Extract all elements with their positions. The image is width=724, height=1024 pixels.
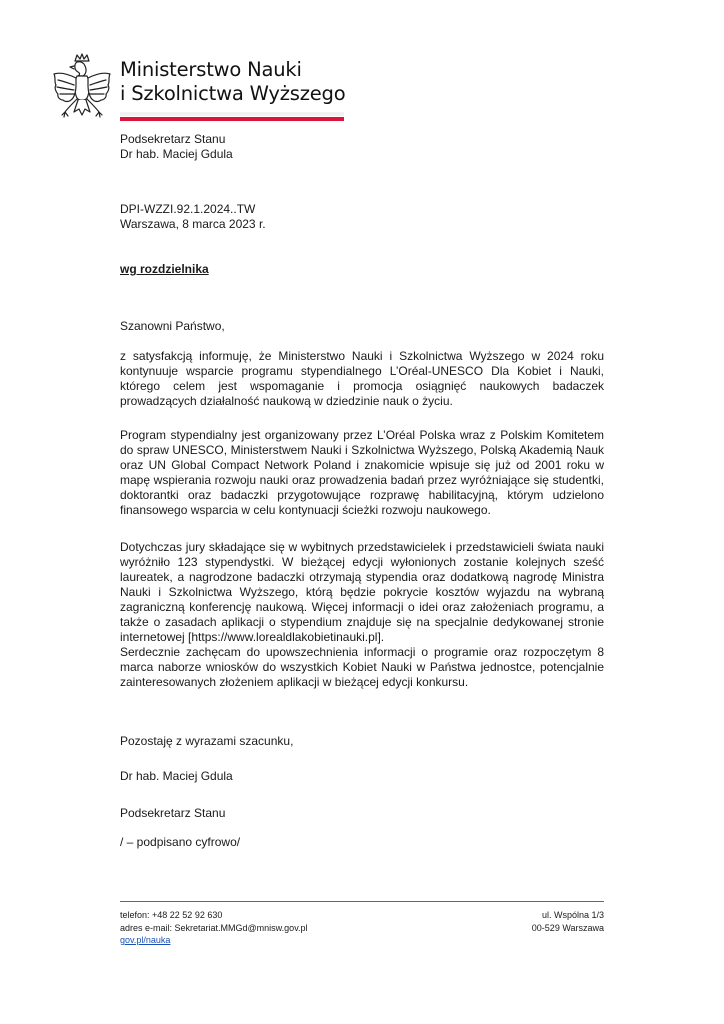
flag-white-stripe [120,112,344,116]
salutation: Szanowni Państwo, [120,319,225,333]
paragraph: Serdecznie zachęcam do upowszechnienia informacji o programie oraz rozpoczętym 8 marca naborze wniosków do wszystkich Kobiet Nauki w Państwa jednostce, potencjalnie zainteresowanych złożeniem aplikacji w bieżącej edycji konkursu. [120,645,604,689]
reference-block [120,202,266,232]
distribution-label: wg rozdzielnika [120,262,209,276]
signature-name: Dr hab. Maciej Gdula [120,769,233,783]
signature-title: Podsekretarz Stanu [120,806,226,820]
ministry-name-line1: Ministerstwo Nauki [120,58,302,81]
footer-phone: telefon: +48 22 52 92 630 [120,910,223,920]
ministry-name [120,58,345,106]
place-date: Warszawa, 8 marca 2023 r. [120,217,266,231]
sender-name: Dr hab. Maciej Gdula [120,147,233,161]
footer-street: ul. Wspólna 1/3 [541,910,604,920]
reference-number: DPI-WZZI.92.1.2024..TW [120,202,256,216]
closing-phrase: Pozostaję z wyrazami szacunku, [120,734,294,748]
footer-email: adres e-mail: Sekretariat.MMGd@mnisw.gov.pl [120,922,308,933]
sender-title: Podsekretarz Stanu [120,132,226,146]
footer-address [532,909,604,934]
flag-red-stripe [120,117,344,121]
sender-block [120,132,233,162]
footer-contact [120,909,308,947]
footer-divider [120,901,604,902]
footer-city: 00-529 Warszawa [531,922,604,933]
polish-eagle-emblem-icon [50,52,114,130]
footer-website-link[interactable]: gov.pl/nauka [120,935,171,945]
paragraph: z satysfakcją informuję, że Ministerstwo Nauki i Szkolnictwa Wyższego w 2024 roku kontynuuje wsparcie programu stypendialnego L’Oréal-UNESCO Dla Kobiet i Nauki, którego celem jest wspomaganie i promocja osiągnięć naukowych badaczek prowadzących działalność naukową w dziedzinie nauk o życiu. [120,349,604,408]
ministry-name-line2: i Szkolnictwa Wyższego [120,82,346,105]
paragraph: Dotychczas jury składające się w wybitnych przedstawicielek i przedstawicieli świata nauki wyróżniło 123 stypendystki. W bieżącej edycji wyłonionych zostanie kolejnych sześć laureatek, a nagrodzone badaczki otrzymają stypendia oraz dodatkową nagrodę Ministra Nauki i Szkolnictwa Wyższego, którą będzie pokrycie kosztów wyjazdu na wybraną zagraniczną konferencję naukową. Więcej informacji o idei oraz założeniach programu, a także o zasadach aplikacji o stypendium znajduje się na specjalnie dedykowanej stronie internetowej [https://www.lorealdlakobietinauki.pl]. [120,540,604,644]
paragraph: Program stypendialny jest organizowany przez L’Oréal Polska wraz z Polskim Komitetem do spraw UNESCO, Ministerstwem Nauki i Szkolnictwa Wyższego, Polską Akademią Nauk oraz UN Global Compact Network Poland i znakomicie wpisuje się już od 2001 roku w mapę wspierania rozwoju nauki oraz prowadzenia badań przez wyróżniające się studentki, doktorantki oraz badaczki przygotowujące rozprawę habilitacyjną, którym udzielono finansowego wsparcia w celu kontynuacji ścieżki rozwoju naukowego. [120,428,604,517]
signature-note: / – podpisano cyfrowo/ [120,835,241,849]
